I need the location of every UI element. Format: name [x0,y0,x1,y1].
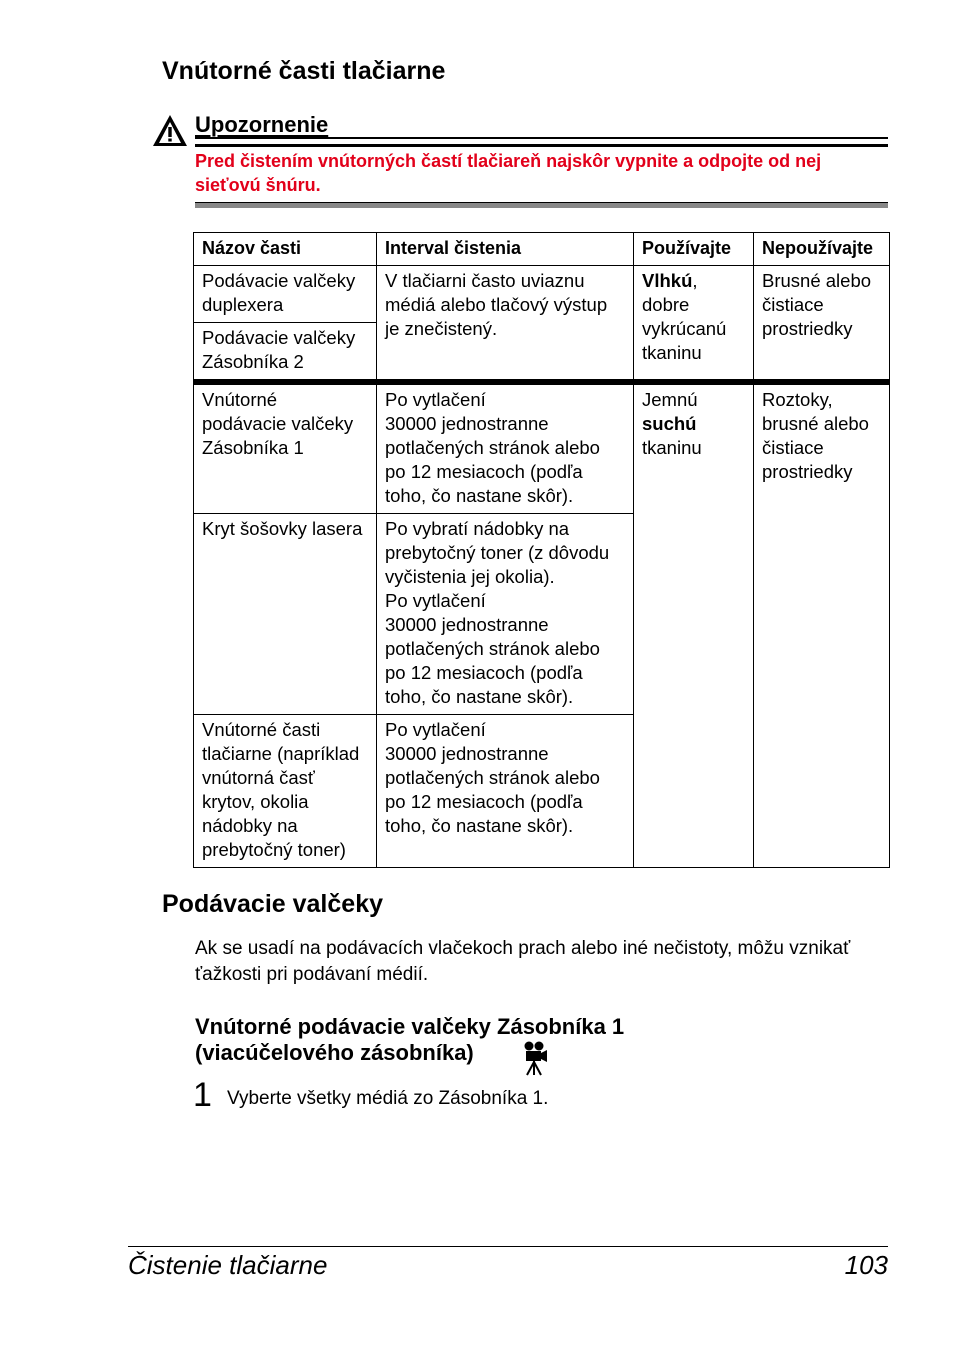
warning-triangle-icon [152,113,188,147]
table-cell-part: Podávacie valčeky Zásobníka 2 [194,323,377,383]
use-text: , dobre vykrúcanú tkaninu [642,270,727,363]
use-text: tkaninu [642,437,702,458]
footer-chapter: Čistenie tlačiarne [128,1250,328,1280]
subsection-title-line: (viacúčelového zásobníka) [195,1040,474,1065]
step-number: 1 [193,1076,212,1114]
page-number: 103 [844,1250,888,1280]
use-emphasis: suchú [642,413,697,434]
warning-title: Upozornenie [195,112,329,137]
table-row [194,382,890,514]
warning-text: Pred čistením vnútorných častí tlačiareň najskôr vypnite a odpojte od nej sieťovú šnúru. [195,151,822,195]
table-cell-interval: Po vytlačení 30000 jednostranne potlačených stránok alebo po 12 mesiacoch (podľa toho, čo nastane skôr). [377,382,634,514]
subsection-title-line: Vnútorné podávacie valčeky Zásobníka 1 [195,1014,625,1039]
table-cell-dont-use: Brusné alebo čistiace prostriedky [754,266,890,383]
table-cell-use [634,382,754,868]
table-cell-part: Vnútorné podávacie valčeky Zásobníka 1 [194,382,377,514]
table-row [194,266,890,323]
table-cell-interval: V tlačiarni často uviaznu médiá alebo tlačový výstup je znečistený. [377,266,634,383]
warning-rule [195,137,888,139]
table-cell-interval: Po vybratí nádobky na prebytočný toner (z dôvodu vyčistenia jej okolia). Po vytlačení 30000 jednostranne potlačených stránok alebo po 12 mesiacoch (podľa toho, čo nastane skôr). [377,514,634,715]
table-cell-part: Vnútorné časti tlačiarne (napríklad vnútorná časť krytov, okolia nádobky na prebytočný toner) [194,715,377,868]
table-header-cell: Interval čistenia [377,233,634,266]
body-paragraph: Ak se usadí na podávacích vlačekoch prach alebo iné nečistoty, môžu vznikať ťažkosti pri podávaní médií. [195,938,851,985]
table-cell-use [634,266,754,383]
section-title: Vnútorné časti tlačiarne [162,57,446,85]
section-title: Podávacie valčeky [162,890,383,918]
warning-bottom-rule [195,202,888,208]
footer-rule [128,1246,888,1247]
table-cell-interval: Po vytlačení 30000 jednostranne potlačených stránok alebo po 12 mesiacoch (podľa toho, čo nastane skôr). [377,715,634,868]
cleaning-table [193,232,890,868]
table-header-cell: Názov časti [194,233,377,266]
table-header-cell: Používajte [634,233,754,266]
table-cell-dont-use: Roztoky, brusné alebo čistiace prostriedky [754,382,890,868]
step-text: Vyberte všetky médiá zo Zásobníka 1. [227,1088,549,1109]
use-text: Jemnú [642,389,698,410]
table-cell-part: Kryt šošovky lasera [194,514,377,715]
table-cell-part: Podávacie valčeky duplexera [194,266,377,323]
video-camera-icon [522,1040,548,1076]
table-header-cell: Nepoužívajte [754,233,890,266]
warning-rule [195,144,888,147]
use-emphasis: Vlhkú [642,270,693,291]
table-header-row [194,233,890,266]
subsection-title [195,1014,624,1066]
